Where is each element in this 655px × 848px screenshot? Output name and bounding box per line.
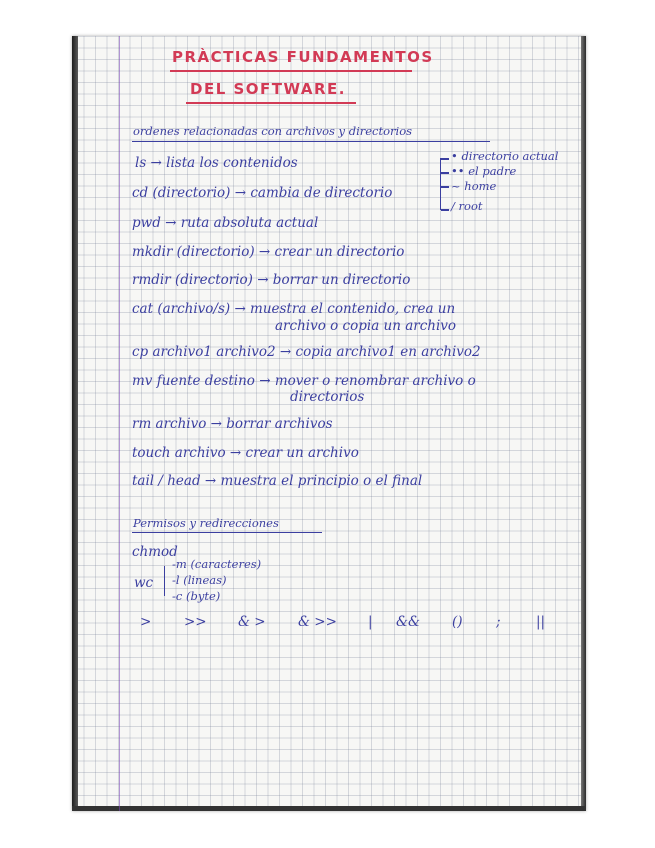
command-pwd: pwd → ruta absoluta actual xyxy=(132,215,319,231)
cd-tick-2 xyxy=(441,172,449,174)
command-cat: cat (archivo/s) → muestra el contenido, crea un xyxy=(132,301,456,317)
operator-semicolon: ; xyxy=(496,614,501,630)
page-edge-bottom xyxy=(72,806,586,811)
operator-redirect: > xyxy=(140,614,152,630)
title-line-1: PRÀCTICAS FUNDAMENTOS xyxy=(172,48,434,66)
operator-and: && xyxy=(396,614,421,630)
command-touch: touch archivo → crear un archivo xyxy=(132,445,359,461)
wc-option-l: -l (lineas) xyxy=(172,573,227,587)
cd-tick-3 xyxy=(441,186,449,188)
operator-amp-append: & >> xyxy=(298,614,337,630)
section1-heading-underline xyxy=(132,141,490,142)
cd-tick-4 xyxy=(441,209,449,211)
command-rmdir: rmdir (directorio) → borrar un directorio xyxy=(132,272,411,288)
command-tail-head: tail / head → muestra el principio o el final xyxy=(132,473,423,489)
cd-option-parent: •• el padre xyxy=(451,164,517,178)
wc-label: wc xyxy=(134,575,154,591)
operator-subshell: () xyxy=(452,614,463,630)
title-underline-2 xyxy=(186,102,356,104)
command-cd: cd (directorio) → cambia de directorio xyxy=(132,185,393,201)
operator-pipe: | xyxy=(368,614,373,630)
section2-heading-underline xyxy=(132,532,322,533)
cd-options-bracket xyxy=(440,158,441,210)
page-edge-right xyxy=(581,36,586,811)
title-underline-1 xyxy=(170,70,412,72)
operator-or: || xyxy=(536,614,546,630)
section1-heading: ordenes relacionadas con archivos y directorios xyxy=(133,124,413,138)
page-edge-left xyxy=(72,36,78,811)
section2-heading: Permisos y redirecciones xyxy=(133,516,279,530)
command-cp: cp archivo1 archivo2 → copia archivo1 en archivo2 xyxy=(132,344,481,360)
wc-option-c: -c (byte) xyxy=(172,589,221,603)
title-line-2: DEL SOFTWARE. xyxy=(190,80,346,98)
operator-append: >> xyxy=(184,614,207,630)
cd-option-home: ~ home xyxy=(451,179,497,193)
wc-options-bracket xyxy=(164,566,165,596)
chmod-label: chmod xyxy=(132,544,178,560)
margin-line xyxy=(119,36,120,811)
command-ls: ls → lista los contenidos xyxy=(135,155,298,171)
command-mkdir: mkdir (directorio) → crear un directorio xyxy=(132,244,405,260)
command-mv-continued: directorios xyxy=(290,389,365,405)
cd-tick-1 xyxy=(441,158,449,160)
operator-amp-redirect: & > xyxy=(238,614,266,630)
command-rm: rm archivo → borrar archivos xyxy=(132,416,333,432)
cd-option-current: • directorio actual xyxy=(451,149,559,163)
command-mv: mv fuente destino → mover o renombrar archivo o xyxy=(132,373,476,389)
cd-option-root: / root xyxy=(451,199,483,213)
wc-option-m: -m (caracteres) xyxy=(172,557,262,571)
command-cat-continued: archivo o copia un archivo xyxy=(275,318,457,334)
